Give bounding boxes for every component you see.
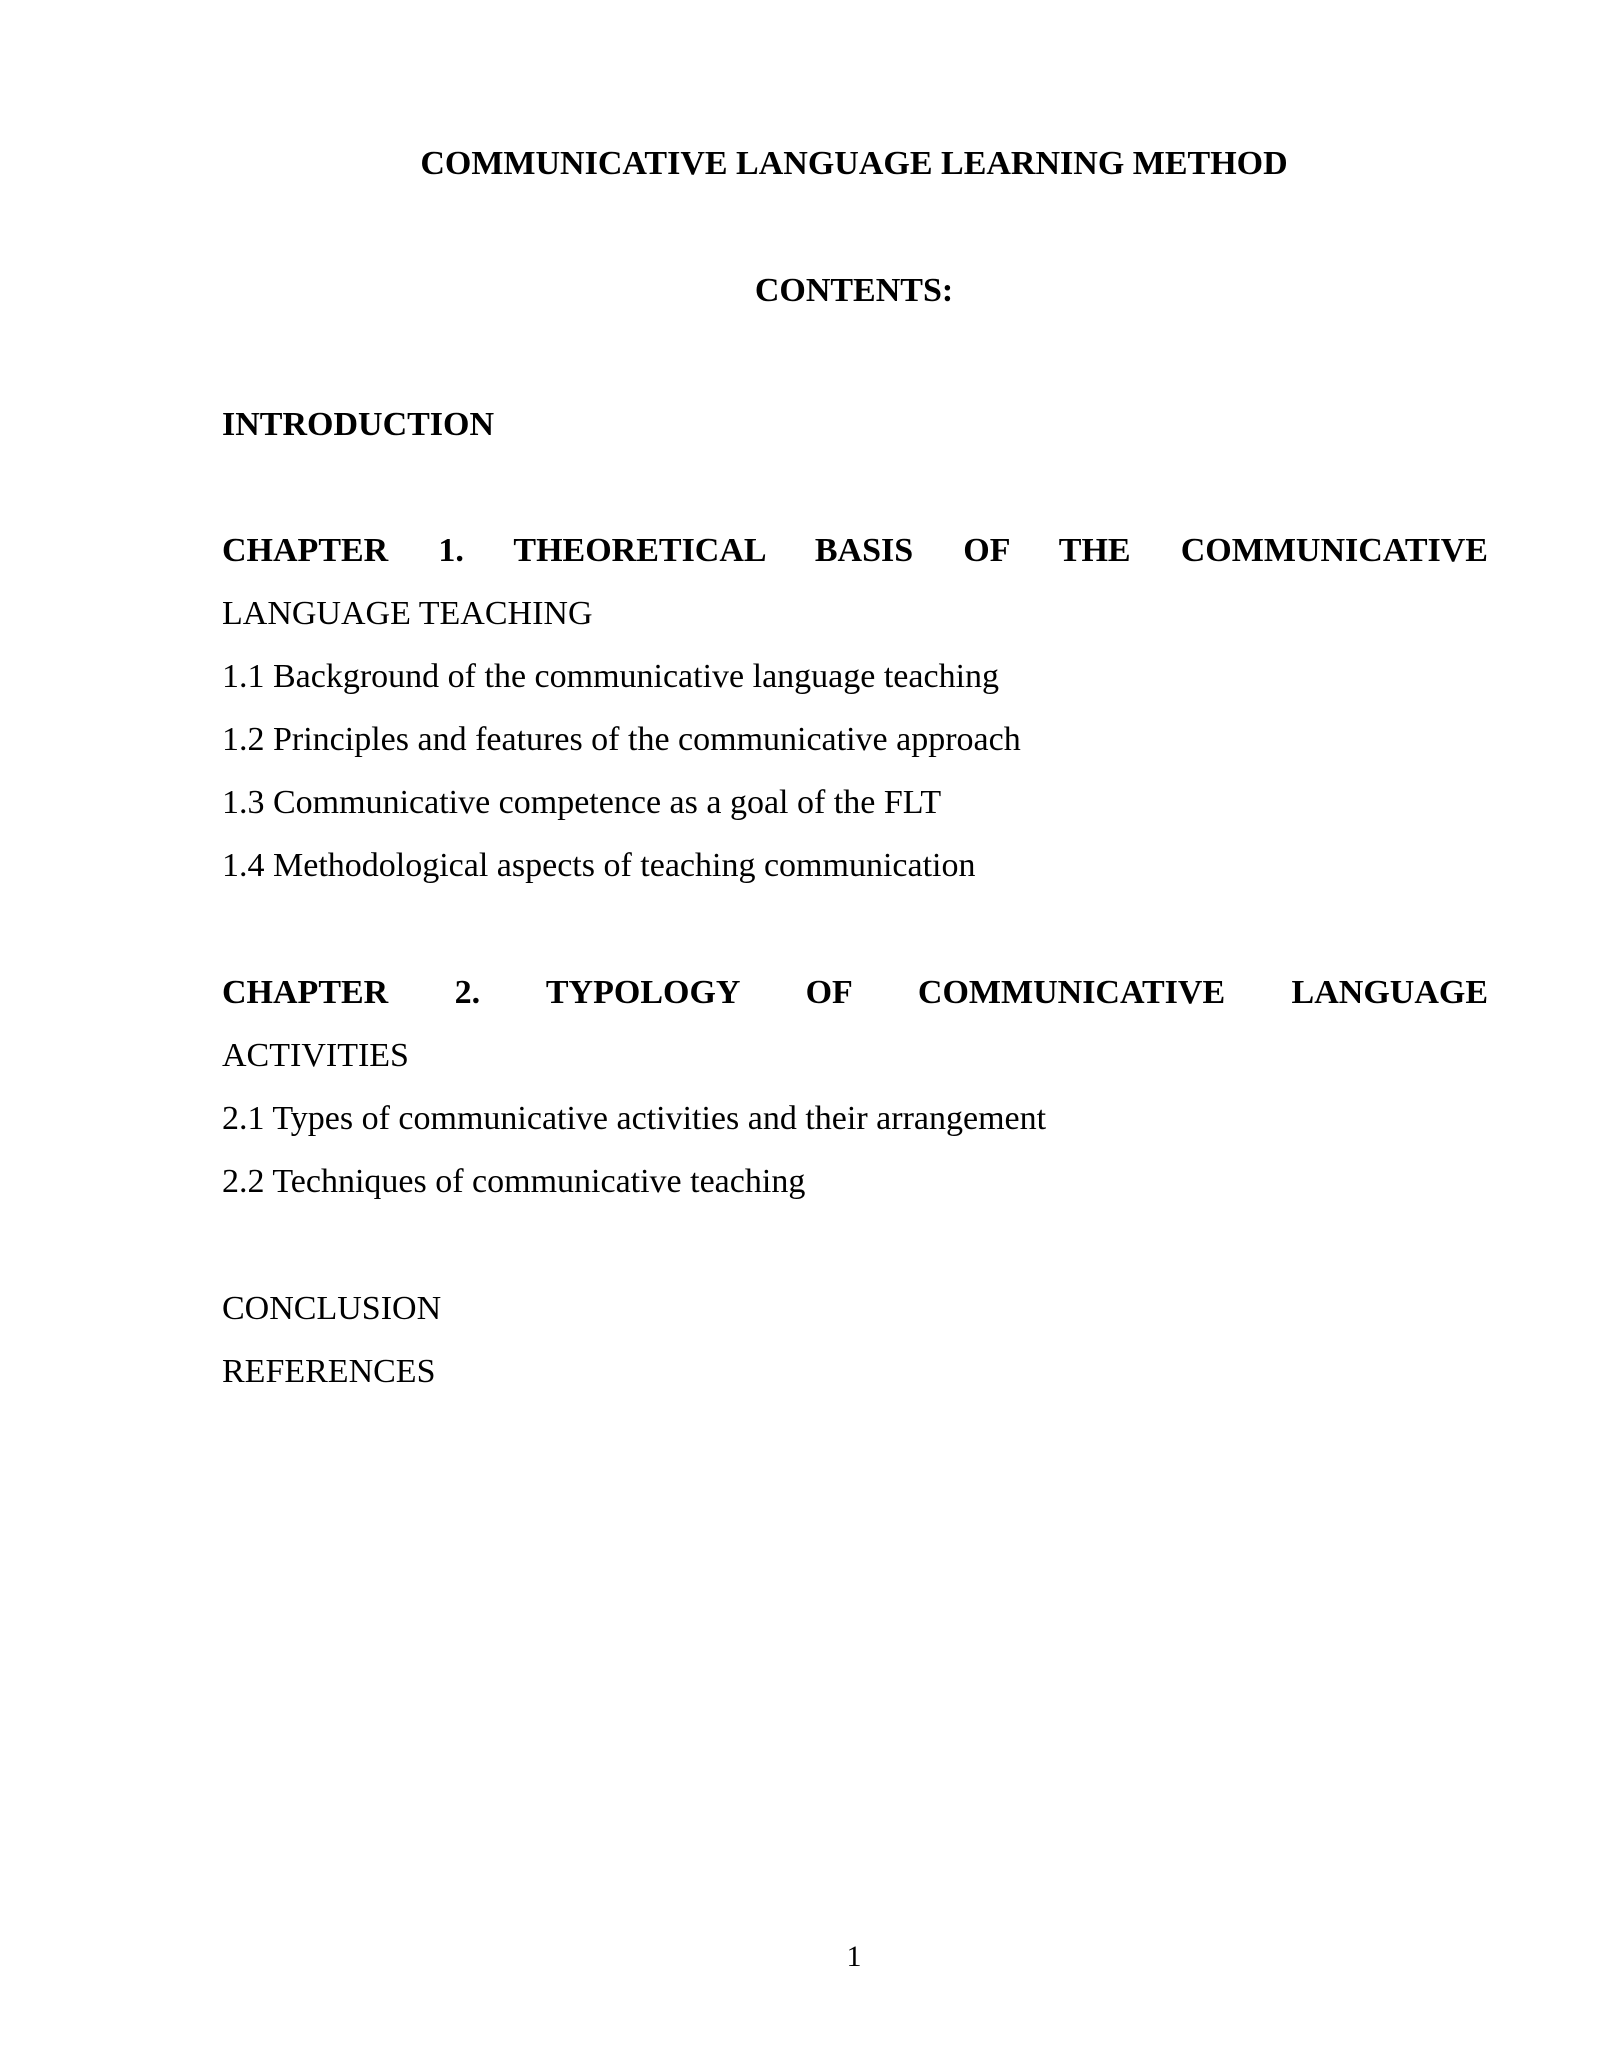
references-heading: REFERENCES xyxy=(222,1353,436,1390)
page-number: 1 xyxy=(846,1940,862,1973)
back-matter xyxy=(222,1277,1488,1403)
toc-item-1-3: 1.3 Communicative competence as a goal of the FLT xyxy=(222,784,942,821)
chapter-1-heading-line2: LANGUAGE TEACHING xyxy=(222,595,593,632)
toc-item-1-2: 1.2 Principles and features of the communicative approach xyxy=(222,721,1021,758)
toc-item-1-1: 1.1 Background of the communicative language teaching xyxy=(222,658,1000,695)
toc-item-2-1: 2.1 Types of communicative activities and their arrangement xyxy=(222,1100,1047,1137)
toc-item-2-2: 2.2 Techniques of communicative teaching xyxy=(222,1163,806,1200)
chapter-1-heading-line1: CHAPTER 1. THEORETICAL BASIS OF THE COMMUNICATIVE xyxy=(222,532,1488,569)
document-title: COMMUNICATIVE LANGUAGE LEARNING METHOD xyxy=(420,145,1288,182)
chapter-2-heading-line2: ACTIVITIES xyxy=(222,1037,409,1074)
introduction-heading: INTRODUCTION xyxy=(222,406,495,443)
contents-heading: CONTENTS: xyxy=(754,272,954,309)
chapter-2-section xyxy=(222,961,1488,1213)
chapter-1-section xyxy=(222,519,1488,897)
chapter-2-heading-line1: CHAPTER 2. TYPOLOGY OF COMMUNICATIVE LANGUAGE xyxy=(222,974,1488,1011)
toc-item-1-4: 1.4 Methodological aspects of teaching communication xyxy=(222,847,976,884)
conclusion-heading: CONCLUSION xyxy=(222,1290,442,1327)
